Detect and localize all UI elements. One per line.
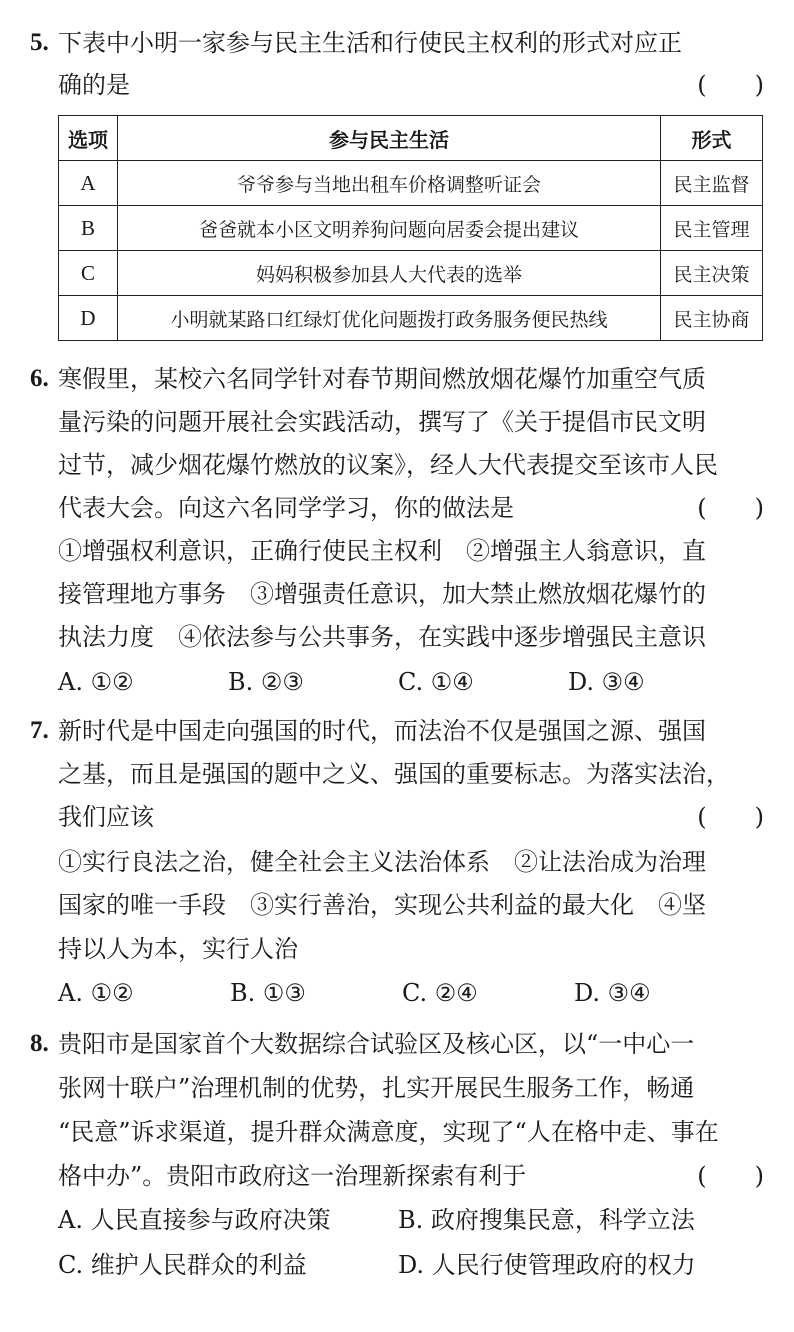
q6-stem-4: 代表大会。向这六名同学学习，你的做法是 xyxy=(58,494,514,522)
q8-stem-2: 张网十联户”治理机制的优势，扎实开展民生服务工作，畅通 xyxy=(58,1074,695,1102)
q8-option-d[interactable]: D. 人民行使管理政府的权力 xyxy=(398,1251,696,1279)
q7-line-2 xyxy=(58,757,764,791)
q7-line-3 xyxy=(58,800,764,834)
q5-answer-paren: ( ) xyxy=(697,71,764,99)
q7-statement-line-3 xyxy=(58,932,764,966)
q6-number: 6. xyxy=(30,365,49,392)
q8-stem-3: “民意”诉求渠道，提升群众满意度，实现了“人在格中走、事在 xyxy=(58,1118,719,1146)
q6-option-c[interactable]: C. ①④ xyxy=(398,668,474,696)
q6-stem-3: 过节，减少烟花爆竹燃放的议案》，经人大代表提交至该市人民 xyxy=(58,451,718,479)
q7-option-d[interactable]: D. ③④ xyxy=(574,979,651,1007)
table-row xyxy=(59,161,763,206)
q8-line-1 xyxy=(30,1027,764,1061)
q5-table-header-row xyxy=(59,116,763,161)
q7-number: 7. xyxy=(30,717,49,744)
q8-option-c[interactable]: C. 维护人民群众的利益 xyxy=(58,1251,307,1279)
q5-line-2 xyxy=(58,68,764,102)
q5-line-1 xyxy=(30,26,764,60)
q7-stem-2: 之基，而且是强国的题中之义、强国的重要标志。为落实法治， xyxy=(58,760,730,788)
q5-row-activity: 爸爸就本小区文明养狗问题向居委会提出建议 xyxy=(118,206,661,251)
q6-statement-line-1 xyxy=(58,534,764,568)
q6-line-1 xyxy=(30,362,764,396)
q6-option-d[interactable]: D. ③④ xyxy=(568,668,645,696)
q8-line-4 xyxy=(58,1159,764,1193)
q5-row-form: 民主监督 xyxy=(661,161,763,206)
q6-statements-2: 接管理地方事务 ③增强责任意识，加大禁止燃放烟花爆竹的 xyxy=(58,580,706,608)
q6-statements-3: 执法力度 ④依法参与公共事务，在实践中逐步增强民主意识 xyxy=(58,623,706,651)
q8-line-2 xyxy=(58,1071,764,1105)
table-row xyxy=(59,251,763,296)
q6-stem-2: 量污染的问题开展社会实践活动，撰写了《关于提倡市民文明 xyxy=(58,408,706,436)
q5-row-form: 民主协商 xyxy=(661,296,763,341)
q6-option-a[interactable]: A. ①② xyxy=(58,668,134,696)
q6-statement-line-3 xyxy=(58,620,764,654)
q8-options-row-2 xyxy=(58,1248,764,1282)
q5-row-activity: 爷爷参与当地出租车价格调整听证会 xyxy=(118,161,661,206)
q8-options-row-1 xyxy=(58,1203,764,1237)
q8-answer-paren: ( ) xyxy=(697,1162,764,1190)
q5-stem-1: 下表中小明一家参与民主生活和行使民主权利的形式对应正 xyxy=(58,29,682,57)
q6-option-b[interactable]: B. ②③ xyxy=(228,668,304,696)
q7-option-c[interactable]: C. ②④ xyxy=(402,979,478,1007)
table-row xyxy=(59,296,763,341)
q7-statements-1: ①实行良法之治，健全社会主义法治体系 ②让法治成为治理 xyxy=(58,848,706,876)
q5-header-activity: 参与民主生活 xyxy=(118,116,661,161)
q8-option-a[interactable]: A. 人民直接参与政府决策 xyxy=(58,1206,331,1234)
q7-stem-1: 新时代是中国走向强国的时代，而法治不仅是强国之源、强国 xyxy=(58,717,706,745)
q5-header-form: 形式 xyxy=(661,116,763,161)
q5-row-activity: 小明就某路口红绿灯优化问题拨打政务服务便民热线 xyxy=(118,296,661,341)
q5-table xyxy=(58,115,763,341)
q5-row-key: C xyxy=(59,251,118,296)
q7-line-1 xyxy=(30,714,764,748)
q7-answer-paren: ( ) xyxy=(697,803,764,831)
q5-row-form: 民主管理 xyxy=(661,206,763,251)
q6-stem-1: 寒假里，某校六名同学针对春节期间燃放烟花爆竹加重空气质 xyxy=(58,365,706,393)
q5-stem-2: 确的是 xyxy=(58,71,130,99)
q5-row-key: D xyxy=(59,296,118,341)
q5-row-key: A xyxy=(59,161,118,206)
q6-statement-line-2 xyxy=(58,577,764,611)
q6-line-3 xyxy=(58,448,764,482)
q6-answer-paren: ( ) xyxy=(697,494,764,522)
q7-option-b[interactable]: B. ①③ xyxy=(230,979,306,1007)
q7-statement-line-1 xyxy=(58,845,764,879)
q8-option-b[interactable]: B. 政府搜集民意，科学立法 xyxy=(398,1206,695,1234)
q8-line-3 xyxy=(58,1115,764,1149)
q7-statements-3: 持以人为本，实行人治 xyxy=(58,935,298,963)
q5-header-option: 选项 xyxy=(59,116,118,161)
q6-line-4 xyxy=(58,491,764,525)
q6-line-2 xyxy=(58,405,764,439)
q5-row-key: B xyxy=(59,206,118,251)
q5-row-activity: 妈妈积极参加县人大代表的选举 xyxy=(118,251,661,296)
q7-option-a[interactable]: A. ①② xyxy=(58,979,134,1007)
q7-statements-2: 国家的唯一手段 ③实行善治，实现公共利益的最大化 ④坚 xyxy=(58,891,706,919)
q8-stem-1: 贵阳市是国家首个大数据综合试验区及核心区，以“一中心一 xyxy=(58,1030,695,1058)
q5-number: 5. xyxy=(30,29,49,56)
q8-stem-4: 格中办”。贵阳市政府这一治理新探索有利于 xyxy=(58,1162,527,1190)
table-row xyxy=(59,206,763,251)
q6-statements-1: ①增强权利意识，正确行使民主权利 ②增强主人翁意识，直 xyxy=(58,537,706,565)
q7-options xyxy=(58,976,764,1010)
q8-number: 8. xyxy=(30,1030,49,1057)
q5-row-form: 民主决策 xyxy=(661,251,763,296)
q6-options xyxy=(58,665,764,699)
q7-stem-3: 我们应该 xyxy=(58,803,154,831)
q7-statement-line-2 xyxy=(58,888,764,922)
